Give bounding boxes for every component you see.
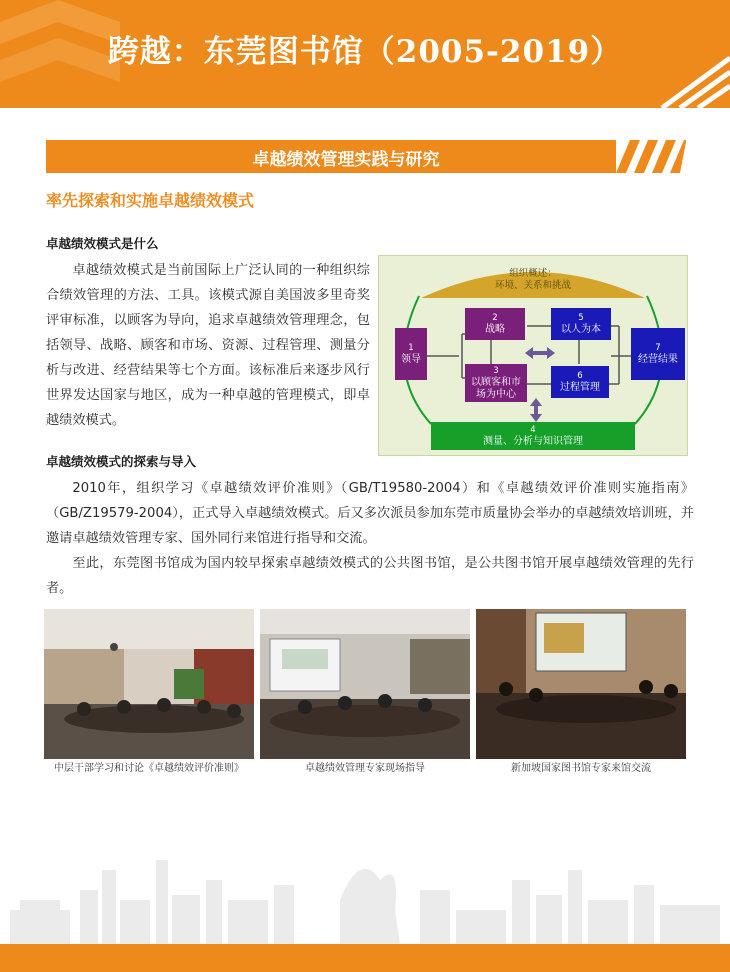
double-arrow-vertical [530, 398, 542, 422]
subheading-what-is: 卓越绩效模式是什么 [46, 236, 159, 251]
main-heading: 率先探索和实施卓越绩效模式 [46, 191, 255, 210]
page-title: 跨越：东莞图书馆（2005-2019） [107, 34, 623, 70]
box-customer-market: 3 以顾客和市场为中心 [465, 364, 527, 402]
subheading-explore: 卓越绩效模式的探索与导入 [46, 454, 197, 469]
section-title: 卓越绩效管理实践与研究 [252, 150, 440, 170]
paragraph-explore-2: 至此，东莞图书馆成为国内较早探索卓越绩效模式的公共图书馆，是公共图书馆开展卓越绩效管理的先行者。 [46, 556, 694, 596]
box-process: 6 过程管理 [551, 366, 609, 398]
photo-1 [44, 609, 254, 779]
excellence-model-diagram [378, 255, 688, 456]
section-stripes-icon [616, 140, 686, 173]
photo-2-caption: 卓越绩效管理专家现场指导 [260, 759, 470, 779]
paragraph-what-is: 卓越绩效模式是当前国际上广泛认同的一种组织综合绩效管理的方法、工具。该模式源自美国波多里奇奖评审标准，以顾客为导向，追求卓越绩效管理理念，包括领导、战略、顾客和市场、资源、过程管理、测量分析与改进、经营结果等七个方面。该标准后来逐步风行世界发达国家与地区，成为一种卓越的管理模式，即卓越绩效模式。 [46, 263, 370, 428]
box-results: 7 经营结果 [631, 328, 685, 380]
profile-line-1: 组织概述： [509, 268, 557, 279]
banner-stripes-icon [640, 48, 730, 108]
photo-2 [260, 609, 470, 779]
box-measurement: 4 测量、分析与知识管理 [431, 422, 635, 450]
header-banner [0, 0, 730, 108]
paragraph-explore-1: 2010年，组织学习《卓越绩效评价准则》（GB/T19580-2004）和《卓越绩效评价准则实施指南》（GB/Z19579-2004），正式导入卓越绩效模式。后又多次派员参加东莞市质量协会举办的卓越绩效培训班，并邀请卓越绩效管理专家、国外同行来馆进行指导和交流。 [46, 481, 694, 546]
profile-line-2: 环境、关系和挑战 [494, 280, 571, 291]
footer-bar [0, 944, 730, 972]
city-skyline-icon [0, 840, 730, 950]
box-people: 5 以人为本 [551, 308, 611, 340]
photo-1-caption: 中层干部学习和讨论《卓越绩效评价准则》 [44, 759, 254, 779]
box-strategy: 2 战略 [465, 308, 525, 340]
double-arrow-horizontal [525, 347, 555, 359]
profile-label [379, 268, 687, 292]
section-bar [46, 140, 686, 173]
photo-meeting-room-3 [476, 609, 686, 759]
box-leadership: 1 领导 [395, 328, 427, 380]
photo-meeting-room-2 [260, 609, 470, 759]
photo-meeting-room-1 [44, 609, 254, 759]
photo-3-caption: 新加坡国家图书馆专家来馆交流 [476, 759, 686, 779]
photo-3 [476, 609, 686, 779]
